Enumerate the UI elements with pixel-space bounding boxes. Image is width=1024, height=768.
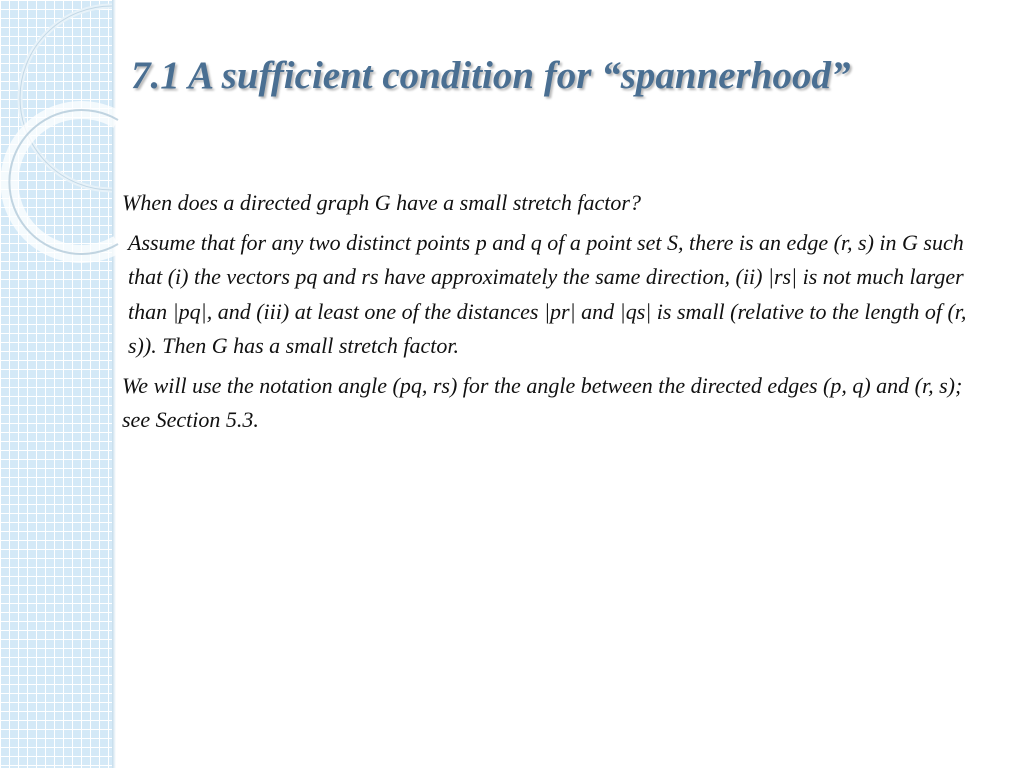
slide-body (122, 186, 970, 443)
paragraph-assumption: Assume that for any two distinct points p and q of a point set S, there is an edge (r, s) in G such that (i) the vectors pq and rs have approximately the same direction, (ii) |rs| is not much larger than |pq|, and (iii) at least one of the distances |pr| and |qs| is small (relative to the length of (r, s)). Then G has a small stretch factor. (128, 229, 967, 358)
paragraph-notation: We will use the notation angle (pq, rs) for the angle between the directed edges (p, q) and (r, s); see Section 5.3. (122, 372, 963, 432)
paragraph-question: When does a directed graph G have a small stretch factor? (122, 190, 641, 215)
slide-title: 7.1 A sufficient condition for “spannerhood” (131, 54, 851, 97)
